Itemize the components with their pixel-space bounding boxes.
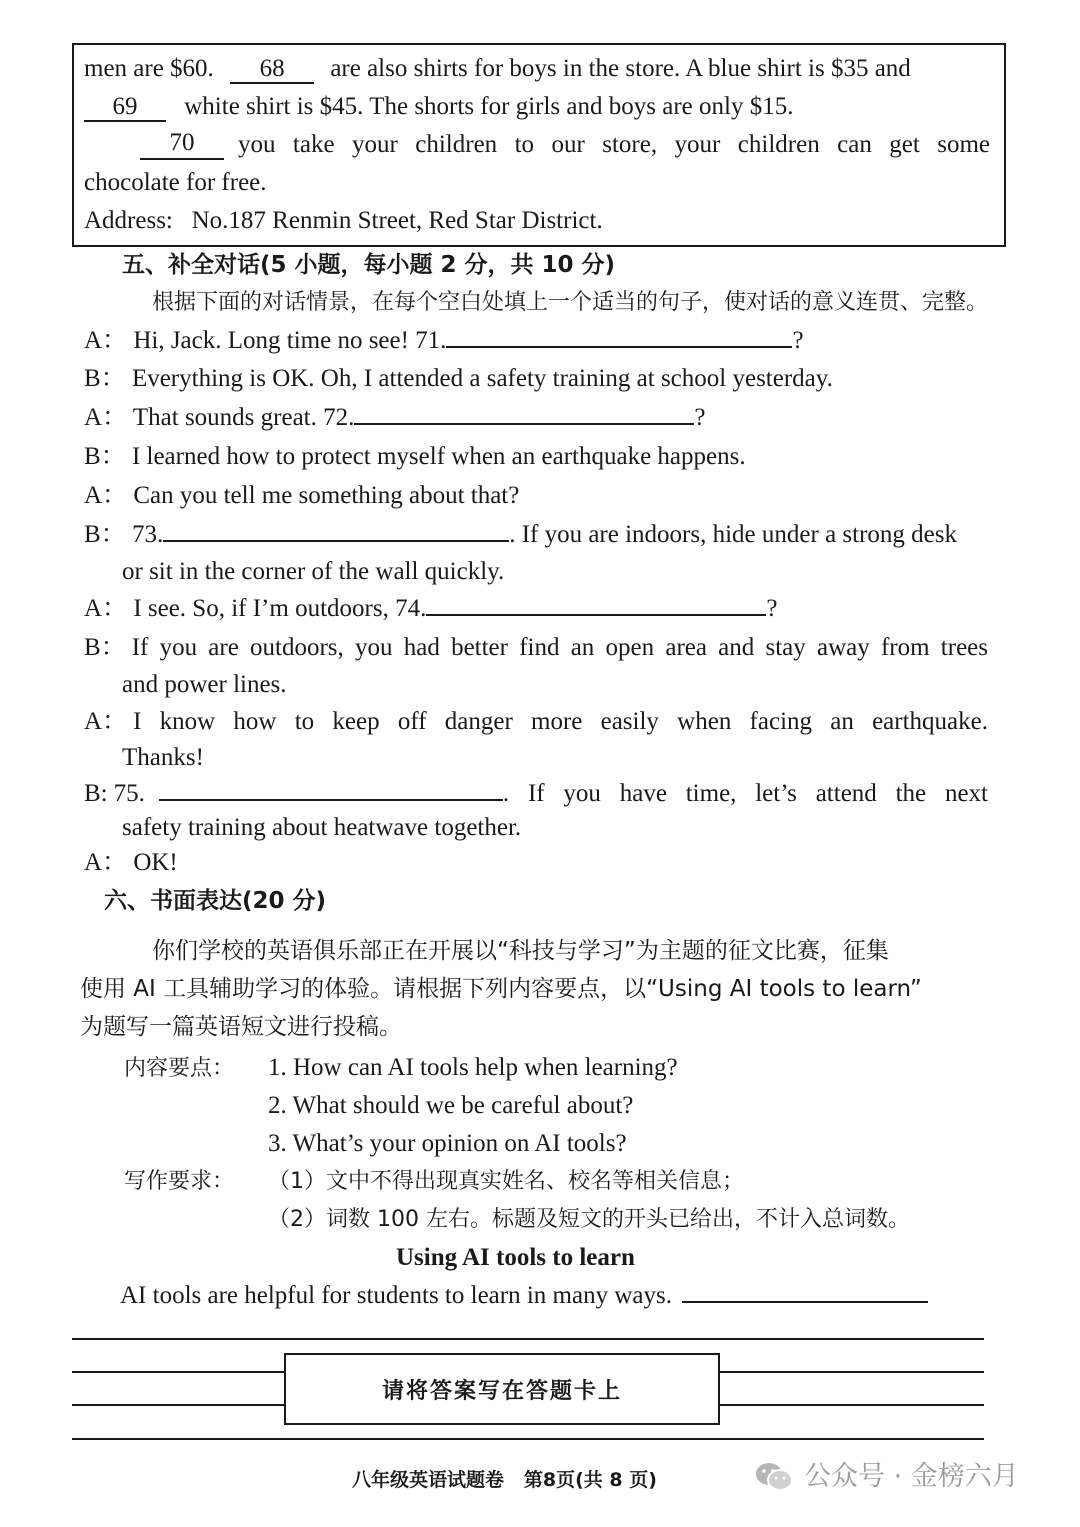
writing-line-1 bbox=[72, 1338, 984, 1340]
dialogue-line-75: B: 75. . If you have time, let’s attend the next bbox=[84, 780, 988, 807]
dialogue-line-71: A： Hi, Jack. Long time no see! 71. ? bbox=[84, 327, 804, 354]
content-points-label: 内容要点： bbox=[124, 1056, 235, 1081]
ad-line-2: 69 white shirt is $45. The shorts for girls and boys are only $15. bbox=[84, 92, 793, 122]
wechat-icon bbox=[754, 1460, 794, 1494]
blank-73 bbox=[163, 540, 509, 542]
footer-page-info: 八年级英语试题卷 第8页(共 8 页) bbox=[352, 1469, 657, 1491]
writing-req-1: （1）文中不得出现真实姓名、校名等相关信息； bbox=[268, 1169, 744, 1194]
writing-req-2: （2）词数 100 左右。标题及短文的开头已给出，不计入总词数。 bbox=[268, 1207, 910, 1232]
content-point-1: 1. How can AI tools help when learning? bbox=[268, 1054, 678, 1081]
section6-heading: 六、书面表达(20 分) bbox=[104, 888, 327, 914]
ad-line-3: 70 you take your children to our store, your children can get some bbox=[140, 130, 990, 160]
blank-72 bbox=[354, 423, 694, 425]
dialogue-line-75-cont: safety training about heatwave together. bbox=[122, 814, 522, 841]
writing-line-2-right bbox=[718, 1371, 984, 1373]
dialogue-line-8: B： If you are outdoors, you had better find an open area and stay away from trees bbox=[84, 634, 988, 661]
dialogue-line-73-cont: or sit in the corner of the wall quickly. bbox=[122, 558, 505, 585]
dialogue-line-11: A： OK! bbox=[84, 849, 178, 876]
section5-heading: 五、补全对话(5 小题，每小题 2 分，共 10 分) bbox=[122, 252, 616, 278]
dialogue-line-9-cont: Thanks! bbox=[122, 744, 204, 771]
section6-para-2: 使用 AI 工具辅助学习的体验。请根据下列内容要点，以“Using AI tools to learn” bbox=[80, 976, 922, 1002]
watermark-text: 公众号 · 金榜六月 bbox=[804, 1461, 1019, 1492]
essay-title: Using AI tools to learn bbox=[396, 1244, 635, 1271]
dialogue-line-72: A： That sounds great. 72. ? bbox=[84, 404, 706, 431]
dialogue-line-4: B： I learned how to protect myself when an earthquake happens. bbox=[84, 443, 746, 470]
content-point-3: 3. What’s your opinion on AI tools? bbox=[268, 1130, 627, 1157]
essay-blank bbox=[682, 1301, 928, 1303]
ad-line-1: men are $60. 68 are also shirts for boys in the store. A blue shirt is $35 and bbox=[84, 55, 911, 82]
blank-70: 70 bbox=[140, 130, 224, 160]
section6-para-1: 你们学校的英语俱乐部正在开展以“科技与学习”为主题的征文比赛，征集 bbox=[152, 938, 889, 964]
section5-instruction: 根据下面的对话情景，在每个空白处填上一个适当的句子，使对话的意义连贯、完整。 bbox=[152, 290, 989, 315]
watermark bbox=[754, 1460, 1019, 1494]
writing-line-3-left bbox=[72, 1404, 284, 1406]
content-point-2: 2. What should we be careful about? bbox=[268, 1092, 634, 1119]
ad-address: Address: No.187 Renmin Street, Red Star District. bbox=[84, 207, 603, 234]
ad-line-4: chocolate for free. bbox=[84, 169, 267, 196]
writing-req-label: 写作要求： bbox=[124, 1169, 235, 1194]
writing-line-2-left bbox=[72, 1371, 284, 1373]
blank-75 bbox=[159, 799, 503, 801]
dialogue-line-8-cont: and power lines. bbox=[122, 671, 287, 698]
essay-start: AI tools are helpful for students to learn in many ways. bbox=[120, 1281, 928, 1311]
dialogue-line-74: A： I see. So, if I’m outdoors, 74. ? bbox=[84, 595, 778, 622]
blank-69: 69 bbox=[84, 94, 166, 122]
answer-note-box bbox=[284, 1353, 720, 1425]
writing-line-3-right bbox=[718, 1404, 984, 1406]
blank-74 bbox=[426, 614, 766, 616]
writing-line-4 bbox=[72, 1438, 984, 1440]
answer-note-text: 请将答案写在答题卡上 bbox=[381, 1378, 622, 1404]
section6-para-3: 为题写一篇英语短文进行投稿。 bbox=[80, 1014, 402, 1040]
blank-68: 68 bbox=[230, 56, 314, 84]
dialogue-line-5: A： Can you tell me something about that? bbox=[84, 482, 520, 509]
dialogue-line-2: B： Everything is OK. Oh, I attended a safety training at school yesterday. bbox=[84, 365, 833, 392]
dialogue-line-73: B： 73. . If you are indoors, hide under a strong desk bbox=[84, 521, 957, 548]
blank-71 bbox=[446, 346, 792, 348]
dialogue-line-9: A： I know how to keep off danger more easily when facing an earthquake. bbox=[84, 708, 988, 735]
